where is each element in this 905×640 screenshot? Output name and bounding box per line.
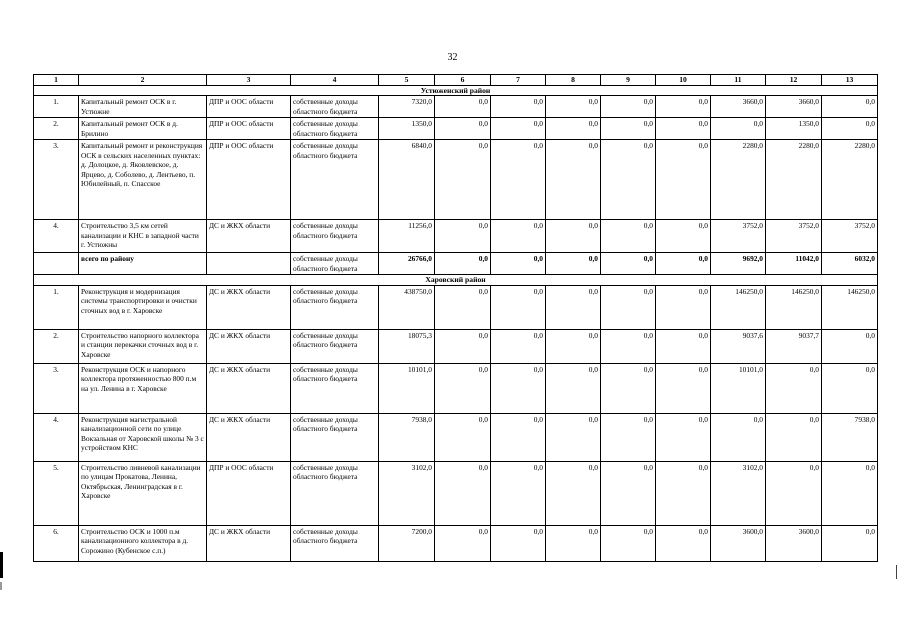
project-name: Капитальный ремонт ОСК в д. Брилино	[79, 118, 207, 140]
amount-cell: 0,0	[656, 329, 711, 363]
project-name: Строительство напорного коллектора и станции перекачки сточных вод в г. Харовске	[79, 329, 207, 363]
amount-cell: 0,0	[601, 118, 656, 140]
amount-cell: 3600,0	[766, 525, 822, 561]
column-header: 6	[435, 75, 491, 86]
section-row	[34, 275, 878, 286]
amount-cell: 0,0	[601, 220, 656, 253]
amount-cell: 1350,0	[379, 118, 435, 140]
amount-cell: 0,0	[491, 525, 546, 561]
funding-source: собственные доходы областного бюджета	[291, 220, 379, 253]
amount-cell: 0,0	[656, 461, 711, 525]
amount-cell: 0,0	[601, 461, 656, 525]
responsible-org: ДПР и ООС области	[207, 96, 291, 118]
column-header: 1	[34, 75, 79, 86]
column-header: 11	[711, 75, 766, 86]
row-number: 6.	[34, 525, 79, 561]
row-number: 2.	[34, 118, 79, 140]
column-header: 13	[822, 75, 878, 86]
amount-cell: 0,0	[435, 413, 491, 461]
amount-cell: 0,0	[491, 363, 546, 413]
funding-source: собственные доходы областного бюджета	[291, 118, 379, 140]
amount-cell: 10101,0	[711, 363, 766, 413]
amount-cell: 0,0	[491, 96, 546, 118]
funding-source: собственные доходы областного бюджета	[291, 285, 379, 329]
total-label: всего по району	[79, 253, 207, 275]
amount-cell: 0,0	[766, 363, 822, 413]
amount-cell: 10101,0	[379, 363, 435, 413]
responsible-org: ДС и ЖКХ области	[207, 220, 291, 253]
row-number: 4.	[34, 413, 79, 461]
amount-cell: 2280,0	[766, 140, 822, 220]
responsible-org: ДС и ЖКХ области	[207, 525, 291, 561]
amount-cell: 7938,0	[379, 413, 435, 461]
amount-cell: 0,0	[491, 285, 546, 329]
column-header: 10	[656, 75, 711, 86]
amount-cell: 0,0	[822, 363, 878, 413]
page-number: 32	[447, 52, 458, 63]
column-header: 3	[207, 75, 291, 86]
table-row	[34, 525, 878, 561]
amount-cell: 0,0	[546, 285, 601, 329]
amount-cell: 0,0	[435, 285, 491, 329]
table-row	[34, 413, 878, 461]
project-name: Реконструкция ОСК и напорного коллектора протяженностью 800 п.м на ул. Ленина в г. Харовске	[79, 363, 207, 413]
amount-cell: 0,0	[435, 329, 491, 363]
amount-cell: 9037,6	[711, 329, 766, 363]
amount-cell: 0,0	[601, 96, 656, 118]
amount-cell: 0,0	[601, 363, 656, 413]
amount-cell: 0,0	[766, 413, 822, 461]
budget-table	[33, 74, 878, 562]
project-name: Строительство 3,5 км сетей канализации и КНС в западной части г. Устюжны	[79, 220, 207, 253]
project-name: Строительство ОСК и 1000 п.м канализационного коллектора в д. Сорожино (Кубенское с.п.)	[79, 525, 207, 561]
funding-source: собственные доходы областного бюджета	[291, 525, 379, 561]
column-header: 7	[491, 75, 546, 86]
column-header: 12	[766, 75, 822, 86]
amount-cell: 146250,0	[766, 285, 822, 329]
amount-cell: 0,0	[491, 461, 546, 525]
amount-cell: 146250,0	[822, 285, 878, 329]
amount-cell: 0,0	[656, 525, 711, 561]
table-row	[34, 96, 878, 118]
responsible-org: ДС и ЖКХ области	[207, 413, 291, 461]
empty-cell	[34, 253, 79, 275]
amount-cell: 0,0	[546, 140, 601, 220]
amount-cell: 0,0	[601, 285, 656, 329]
responsible-org: ДПР и ООС области	[207, 118, 291, 140]
amount-cell: 3752,0	[822, 220, 878, 253]
scan-mark	[896, 565, 897, 579]
table-row	[34, 363, 878, 413]
amount-cell: 0,0	[435, 525, 491, 561]
amount-cell: 6840,0	[379, 140, 435, 220]
total-amount-cell: 0,0	[601, 253, 656, 275]
amount-cell: 3600,0	[711, 525, 766, 561]
amount-cell: 3752,0	[711, 220, 766, 253]
amount-cell: 438750,0	[379, 285, 435, 329]
amount-cell: 0,0	[546, 525, 601, 561]
project-name: Капитальный ремонт и реконструкция ОСК в сельских населенных пунктах: д. Долоцкое, д. Яковлевское, д. Ярцево, д. Соболево, д. Лентьево, п. Юбилейный, п. Спасское	[79, 140, 207, 220]
total-amount-cell: 26766,0	[379, 253, 435, 275]
column-header: 8	[546, 75, 601, 86]
amount-cell: 0,0	[546, 118, 601, 140]
column-header: 2	[79, 75, 207, 86]
project-name: Строительство ливневой канализации по улицам Прокатова, Ленина, Октябрьская, Ленинградская в г. Харовске	[79, 461, 207, 525]
amount-cell: 0,0	[491, 140, 546, 220]
amount-cell: 9037,7	[766, 329, 822, 363]
amount-cell: 146250,0	[711, 285, 766, 329]
row-number: 2.	[34, 329, 79, 363]
amount-cell: 0,0	[435, 118, 491, 140]
amount-cell: 0,0	[491, 220, 546, 253]
amount-cell: 0,0	[711, 118, 766, 140]
section-row	[34, 85, 878, 96]
total-amount-cell: 11042,0	[766, 253, 822, 275]
amount-cell: 0,0	[822, 118, 878, 140]
amount-cell: 0,0	[435, 220, 491, 253]
amount-cell: 3102,0	[379, 461, 435, 525]
amount-cell: 0,0	[656, 96, 711, 118]
amount-cell: 0,0	[435, 363, 491, 413]
total-amount-cell: 0,0	[491, 253, 546, 275]
amount-cell: 0,0	[435, 140, 491, 220]
amount-cell: 3660,0	[766, 96, 822, 118]
project-name: Капитальный ремонт ОСК в г. Устюжне	[79, 96, 207, 118]
table-row	[34, 329, 878, 363]
responsible-org: ДС и ЖКХ области	[207, 285, 291, 329]
amount-cell: 2280,0	[711, 140, 766, 220]
amount-cell: 1350,0	[766, 118, 822, 140]
responsible-org: ДПР и ООС области	[207, 461, 291, 525]
responsible-org: ДПР и ООС области	[207, 140, 291, 220]
amount-cell: 0,0	[546, 363, 601, 413]
column-header: 9	[601, 75, 656, 86]
amount-cell: 0,0	[711, 413, 766, 461]
funding-source: собственные доходы областного бюджета	[291, 413, 379, 461]
section-title: Устюженский район	[34, 85, 878, 96]
amount-cell: 3102,0	[711, 461, 766, 525]
amount-cell: 0,0	[822, 525, 878, 561]
responsible-org: ДС и ЖКХ области	[207, 363, 291, 413]
row-number: 3.	[34, 140, 79, 220]
total-amount-cell: 6032,0	[822, 253, 878, 275]
total-row	[34, 253, 878, 275]
project-name: Реконструкция и модернизация системы транспортировки и очистки сточных вод в г. Харовске	[79, 285, 207, 329]
amount-cell: 0,0	[766, 461, 822, 525]
amount-cell: 2280,0	[822, 140, 878, 220]
funding-source: собственные доходы областного бюджета	[291, 253, 379, 275]
amount-cell: 0,0	[435, 96, 491, 118]
amount-cell: 11256,0	[379, 220, 435, 253]
table-row	[34, 140, 878, 220]
total-amount-cell: 0,0	[656, 253, 711, 275]
amount-cell: 0,0	[546, 220, 601, 253]
amount-cell: 0,0	[491, 329, 546, 363]
column-header: 4	[291, 75, 379, 86]
responsible-org: ДС и ЖКХ области	[207, 329, 291, 363]
amount-cell: 0,0	[822, 329, 878, 363]
amount-cell: 7938,0	[822, 413, 878, 461]
amount-cell: 0,0	[822, 96, 878, 118]
amount-cell: 0,0	[491, 118, 546, 140]
row-number: 4.	[34, 220, 79, 253]
amount-cell: 0,0	[601, 140, 656, 220]
row-number: 1.	[34, 96, 79, 118]
funding-source: собственные доходы областного бюджета	[291, 461, 379, 525]
funding-source: собственные доходы областного бюджета	[291, 329, 379, 363]
project-name: Реконструкция магистральной канализационной сети по улице Вокзальная от Харовской школы № 3 с устройством КНС	[79, 413, 207, 461]
total-amount-cell: 9692,0	[711, 253, 766, 275]
funding-source: собственные доходы областного бюджета	[291, 363, 379, 413]
total-amount-cell: 0,0	[435, 253, 491, 275]
amount-cell: 0,0	[656, 363, 711, 413]
amount-cell: 0,0	[601, 413, 656, 461]
amount-cell: 18075,3	[379, 329, 435, 363]
amount-cell: 0,0	[601, 525, 656, 561]
amount-cell: 0,0	[546, 461, 601, 525]
total-amount-cell: 0,0	[546, 253, 601, 275]
amount-cell: 0,0	[656, 220, 711, 253]
row-number: 3.	[34, 363, 79, 413]
funding-source: собственные доходы областного бюджета	[291, 140, 379, 220]
amount-cell: 7200,0	[379, 525, 435, 561]
amount-cell: 0,0	[656, 413, 711, 461]
amount-cell: 3660,0	[711, 96, 766, 118]
amount-cell: 0,0	[435, 461, 491, 525]
table-row	[34, 461, 878, 525]
table-row	[34, 118, 878, 140]
section-title: Харовский район	[34, 275, 878, 286]
amount-cell: 7320,0	[379, 96, 435, 118]
amount-cell: 0,0	[822, 461, 878, 525]
amount-cell: 0,0	[546, 96, 601, 118]
amount-cell: 0,0	[601, 329, 656, 363]
row-number: 1.	[34, 285, 79, 329]
table-header-row	[34, 75, 878, 86]
amount-cell: 0,0	[546, 329, 601, 363]
amount-cell: 0,0	[491, 413, 546, 461]
table-row	[34, 285, 878, 329]
table-row	[34, 220, 878, 253]
amount-cell: 3752,0	[766, 220, 822, 253]
scan-mark	[0, 582, 2, 590]
scan-mark	[0, 552, 3, 578]
amount-cell: 0,0	[656, 140, 711, 220]
column-header: 5	[379, 75, 435, 86]
amount-cell: 0,0	[656, 285, 711, 329]
amount-cell: 0,0	[546, 413, 601, 461]
row-number: 5.	[34, 461, 79, 525]
funding-source: собственные доходы областного бюджета	[291, 96, 379, 118]
empty-cell	[207, 253, 291, 275]
amount-cell: 0,0	[656, 118, 711, 140]
